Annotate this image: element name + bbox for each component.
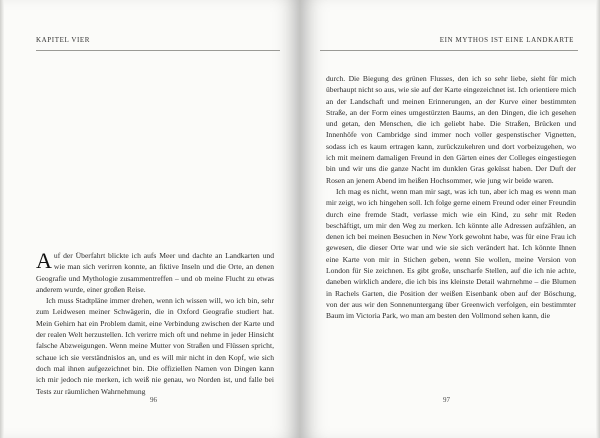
page-number: 97: [443, 396, 450, 404]
paragraph: durch. Die Biegung des grünen Flusses, den ich so sehr liebe, sieht für mich überhaupt nicht so aus, wie sie auf der Karte eingezeichnet ist. Ich orientiere mich an der Landschaft und meinen Erinnerungen, an der Kurve einer bestimmten Straße, an der Form eines umgestürzten Baums, an den Dingen, die ich gesehen und getan, den Menschen, die ich geliebt habe. Die Straßen, Brücken und Innenhöfe von Cambridge sind immer noch voller gespenstischer Vignetten, sodass ich es kaum ertragen kann, zurückzukehren und dort vorbeizugehen, wo ich mit meinem damaligen Freund in den Gärten eines der Colleges eingestiegen bin und wir uns die ganze Nacht im dunklen Gras geküsst haben. Der Duft der Rosen an jenem Abend im heißen Hochsommer, wie jung wir beide waren.: [326, 74, 576, 185]
drop-cap: A: [36, 248, 52, 273]
running-head: EIN MYTHOS IST EINE LANDKARTE: [439, 36, 574, 44]
header-rule: [36, 50, 280, 51]
page-edge: [596, 0, 600, 438]
paragraph: [36, 250, 274, 295]
body-text: [326, 73, 576, 322]
paragraph: Ich muss Stadtpläne immer drehen, wenn ich wissen will, wo ich bin, sehr zum Leidwesen meiner Schwägerin, die in Oxford Geografie studiert hat. Mein Gehirn hat ein Problem damit, eine Verbindung zwischen der Karte und der realen Welt herzustellen. Ich verirre mich oft und nehme in jeder Hinsicht falsche Abzweigungen. Wenn meine Mutter von Straßen und Flüssen spricht, schaue ich sie verständnislos an, und es will mir nicht in den Kopf, wie sich doch mal ihnen aufgezeichnet bin. Die offiziellen Namen von Dingen kann ich mir jedoch nie merken, ich weiß nie genau, wo Norden ist, und falle bei Tests zur räumlichen Wahrnehmung: [36, 296, 274, 396]
header-rule: [320, 50, 578, 51]
body-text: [36, 250, 274, 397]
paragraph-text: uf der Überfahrt blickte ich aufs Meer und dachte an Landkarten und wie man sich verirren konnte, an fiktive Inseln und die Orte, an denen Geografie und Mythologie zusammentreffen – und ob meine Flucht zu etwas anderem wurde, einer großen Reise.: [36, 251, 274, 294]
page-number: 96: [150, 396, 157, 404]
right-page: [300, 0, 600, 438]
running-head: KAPITEL VIER: [36, 36, 91, 44]
paragraph: Ich mag es nicht, wenn man mir sagt, was ich tun, aber ich mag es wenn man mir zeigt, wo ich hingehen soll. Ich folge gerne einem Freund oder einer Freundin durch eine fremde Stadt, verlasse mich wie ein Kind, zu sehr mit Reden beschäftigt, um mir den Weg zu merken. Ich könnte alle Adressen aufzählen, an denen ich bei meinen Besuchen in New York gewohnt habe, was für eine Frau ich gewesen, die dieser Orte war und wie sie sich verändert hat. Ich könnte Ihnen eine Karte von mir in Stichen geben, wenn Sie wollen, meine Version von London für Sie zeichnen. Es gibt große, unscharfe Stellen, auf die ich nie achte, daneben wirklich andere, die ich bis ins kleinste Detail wahrnehme – die Blumen in Rachels Garten, die Position der weißen Eisenbank oben auf der Böschung, von der aus wir den Sonnenuntergang über Greenwich verfolgen, ein bestimmter Baum im Victoria Park, wo man am besten den Vollmond sehen kann, die: [326, 186, 576, 321]
page-edge: [0, 0, 4, 438]
